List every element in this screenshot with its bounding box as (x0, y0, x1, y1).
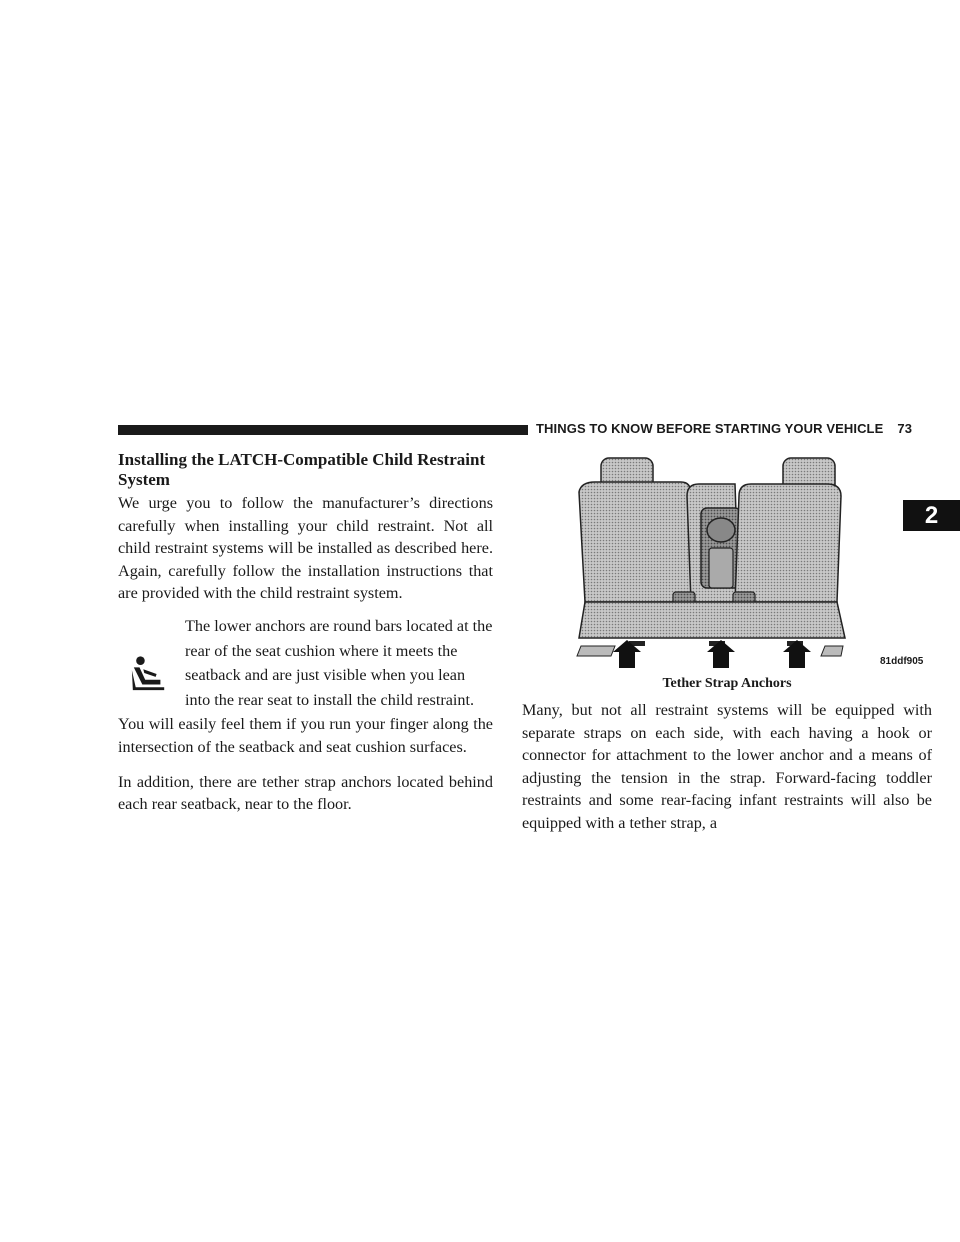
icon-line-3: seatback and are just visible when you lean (185, 666, 466, 685)
left-column (118, 450, 493, 816)
header-section-title: THINGS TO KNOW BEFORE STARTING YOUR VEHICLE (536, 421, 884, 436)
icon-line-2: rear of the seat cushion where it meets the (185, 641, 458, 660)
chapter-tab[interactable]: 2 (903, 500, 960, 531)
intro-paragraph: We urge you to follow the manufacturer’s directions carefully when installing your child restraint. Not all child restraint systems will be installed as described here. Again, carefully follow the installation instructions that are provided with the child restraint system. (118, 494, 493, 603)
icon-line-4: into the rear seat to install the child restraint. (185, 690, 475, 709)
running-header (536, 421, 912, 436)
section-title: Installing the LATCH-Compatible Child Restraint System (118, 450, 486, 489)
icon-line-1: The lower anchors are round bars located at the (185, 616, 493, 635)
figure-caption: Tether Strap Anchors (662, 676, 792, 691)
right-column (522, 697, 932, 835)
rear-seat-illustration (575, 452, 927, 670)
page-number: 73 (897, 421, 913, 436)
icon-para-continuation: You will easily feel them if you run your finger along the intersection of the seatback and seat cushion surfaces. (118, 715, 493, 756)
header-rule (118, 425, 528, 435)
figure-code: 81ddf905 (880, 656, 924, 667)
straps-paragraph: Many, but not all restraint systems will be equipped with separate straps on each side, with each having a hook or connector for attachment to the lower anchor and a means of adjusting the tension in the strap. Forward-facing toddler restraints and some rear-facing infant restraints will also be equipped with a tether strap, a (522, 701, 932, 832)
tether-paragraph: In addition, there are tether strap anchors located behind each rear seatback, near to the floor. (118, 772, 493, 814)
child-seat-icon (130, 655, 168, 693)
lower-anchor-paragraph (118, 615, 493, 759)
